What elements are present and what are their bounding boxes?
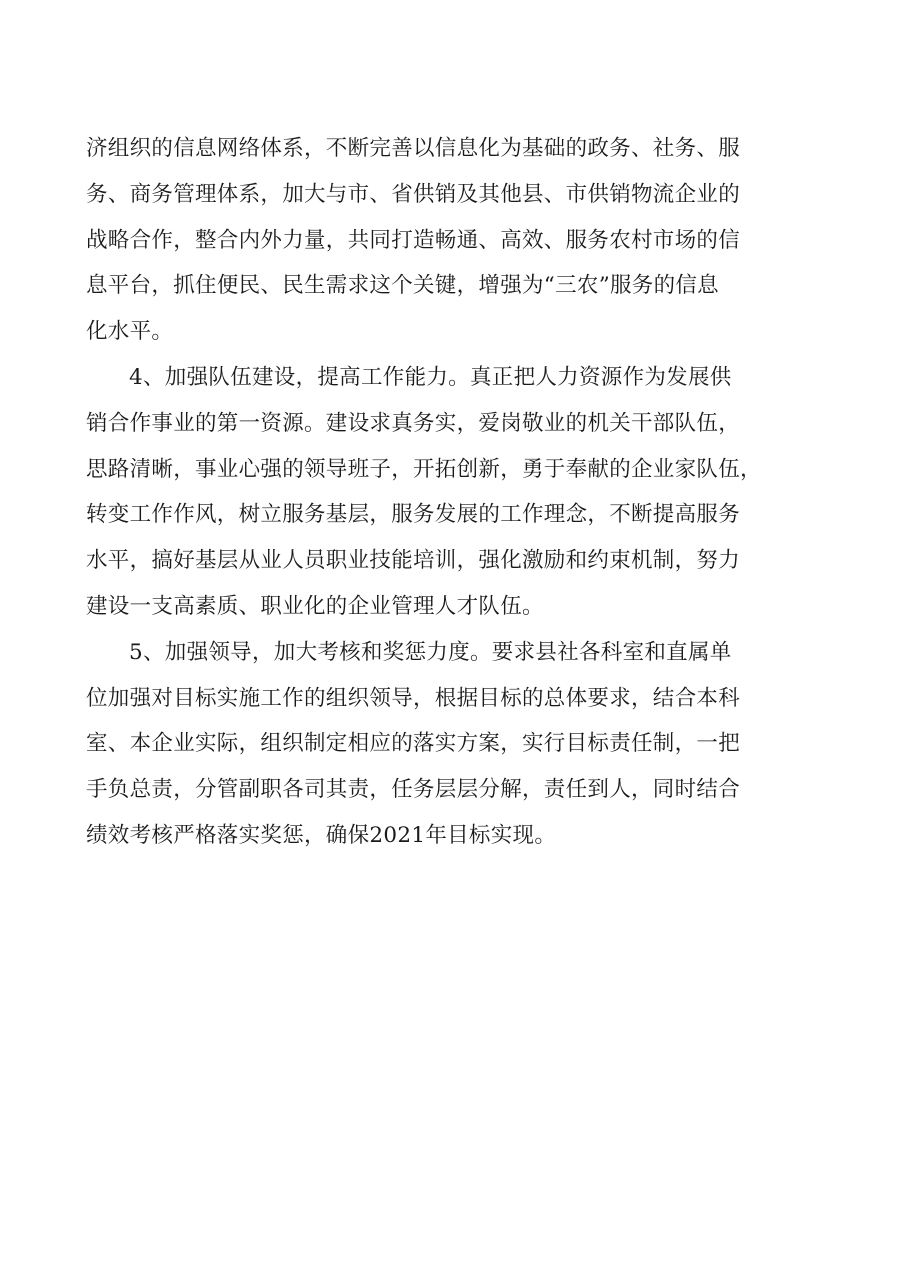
paragraph-line: 位加强对目标实施工作的组织领导，根据目标的总体要求，结合本科 <box>86 685 741 711</box>
paragraph-line: 化水平。 <box>86 319 174 345</box>
paragraph-line: 建设一支高素质、职业化的企业管理人才队伍。 <box>86 593 544 619</box>
paragraph-line: 思路清晰，事业心强的领导班子，开拓创新，勇于奉献的企业家队伍， <box>86 456 762 482</box>
paragraph-line: 室、本企业实际，组织制定相应的落实方案，实行目标责任制，一把 <box>86 731 741 757</box>
paragraph-line: 务、商务管理体系，加大与市、省供销及其他县、市供销物流企业的 <box>86 181 741 207</box>
paragraph-4-first-line: 4、加强队伍建设，提高工作能力。真正把人力资源作为发展供 <box>129 364 732 390</box>
paragraph-line: 息平台，抓住便民、民生需求这个关键，增强为“三农”服务的信息 <box>86 273 719 299</box>
paragraph-line: 战略合作，整合内外力量，共同打造畅通、高效、服务农村市场的信 <box>86 227 741 253</box>
paragraph-5-first-line: 5、加强领导，加大考核和奖惩力度。要求县社各科室和直属单 <box>129 639 732 665</box>
paragraph-line: 济组织的信息网络体系，不断完善以信息化为基础的政务、社务、服 <box>86 136 741 161</box>
body-text <box>86 126 826 859</box>
paragraph-line: 手负总责，分管副职各司其责，任务层层分解，责任到人，同时结合 <box>86 777 741 803</box>
paragraph-line: 转变工作作风，树立服务基层，服务发展的工作理念，不断提高服务 <box>86 502 741 528</box>
paragraph-line: 销合作事业的第一资源。建设求真务实，爱岗敬业的机关干部队伍， <box>86 410 741 436</box>
paragraph-line: 绩效考核严格落实奖惩，确保2021年目标实现。 <box>86 822 557 848</box>
paragraph-line: 水平，搞好基层从业人员职业技能培训，强化激励和约束机制，努力 <box>86 548 741 574</box>
